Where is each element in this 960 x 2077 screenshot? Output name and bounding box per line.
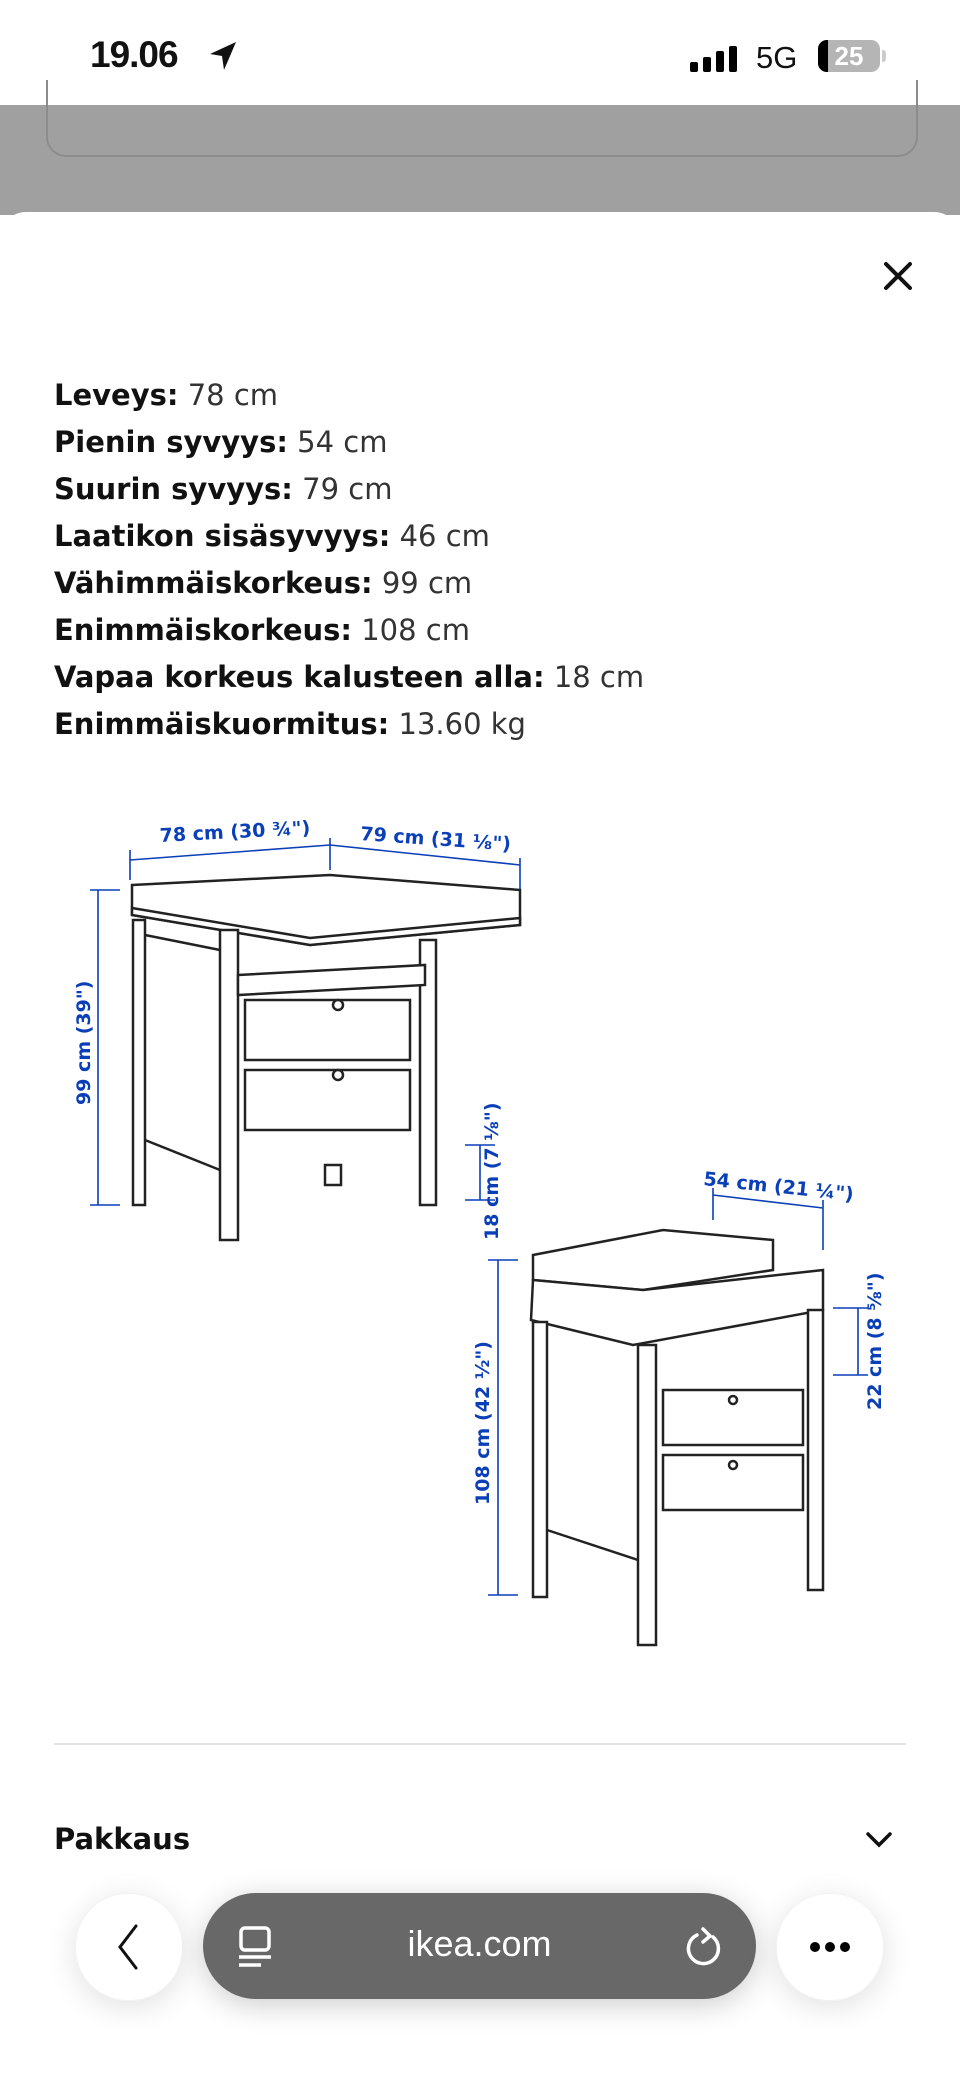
chevron-down-icon[interactable]: [864, 1830, 894, 1850]
spec-item: Vähimmäiskorkeus: 99 cm: [54, 566, 473, 600]
spec-item: Enimmäiskorkeus: 108 cm: [54, 613, 470, 647]
battery-level: 25: [834, 41, 864, 71]
background-card: [46, 80, 918, 157]
battery-nub: [882, 50, 886, 62]
dim-closed-height: 108 cm (42 ½"): [472, 1341, 494, 1505]
open-table-drawing: [132, 875, 520, 1240]
dim-closed-depth: 54 cm (21 ¼"): [702, 1168, 855, 1206]
reload-icon[interactable]: [683, 1925, 725, 1969]
dim-rail: 22 cm (8 ⅝"): [864, 1272, 886, 1410]
address-bar[interactable]: [203, 1893, 756, 1999]
chevron-left-icon: [76, 1894, 182, 2000]
spec-list: [54, 372, 644, 748]
battery-icon: [818, 40, 880, 72]
section-title-pakkaus[interactable]: Pakkaus: [54, 1822, 191, 1856]
spec-item: Vapaa korkeus kalusteen alla: 18 cm: [54, 660, 645, 694]
spec-item: Laatikon sisäsyvyys: 46 cm: [54, 519, 490, 553]
more-icon: [777, 1894, 883, 2000]
dim-width: 78 cm (30 ¾"): [159, 817, 311, 847]
closed-table-diagram: [463, 1160, 903, 1650]
section-divider: [54, 1743, 906, 1745]
more-button[interactable]: [776, 1893, 884, 2001]
back-button[interactable]: [75, 1893, 183, 2001]
dim-depth: 79 cm (31 ⅛"): [359, 823, 512, 856]
dim-height: 99 cm (39"): [73, 980, 95, 1105]
dim-clearance: 18 cm (7 ⅛"): [481, 1102, 503, 1240]
signal-icon: [690, 46, 740, 72]
spec-item: Enimmäiskuormitus: 13.60 kg: [54, 707, 526, 741]
spec-item: Leveys: 78 cm: [54, 378, 279, 412]
clock: 19.06: [90, 34, 178, 75]
close-button[interactable]: [878, 256, 918, 296]
spec-item: Suurin syvyys: 79 cm: [54, 472, 393, 506]
url-text: ikea.com: [407, 1923, 552, 1964]
network-type: 5G: [756, 40, 798, 75]
closed-table-drawing: [531, 1230, 823, 1645]
location-arrow-icon: [208, 40, 238, 72]
spec-item: Pienin syvyys: 54 cm: [54, 425, 388, 459]
